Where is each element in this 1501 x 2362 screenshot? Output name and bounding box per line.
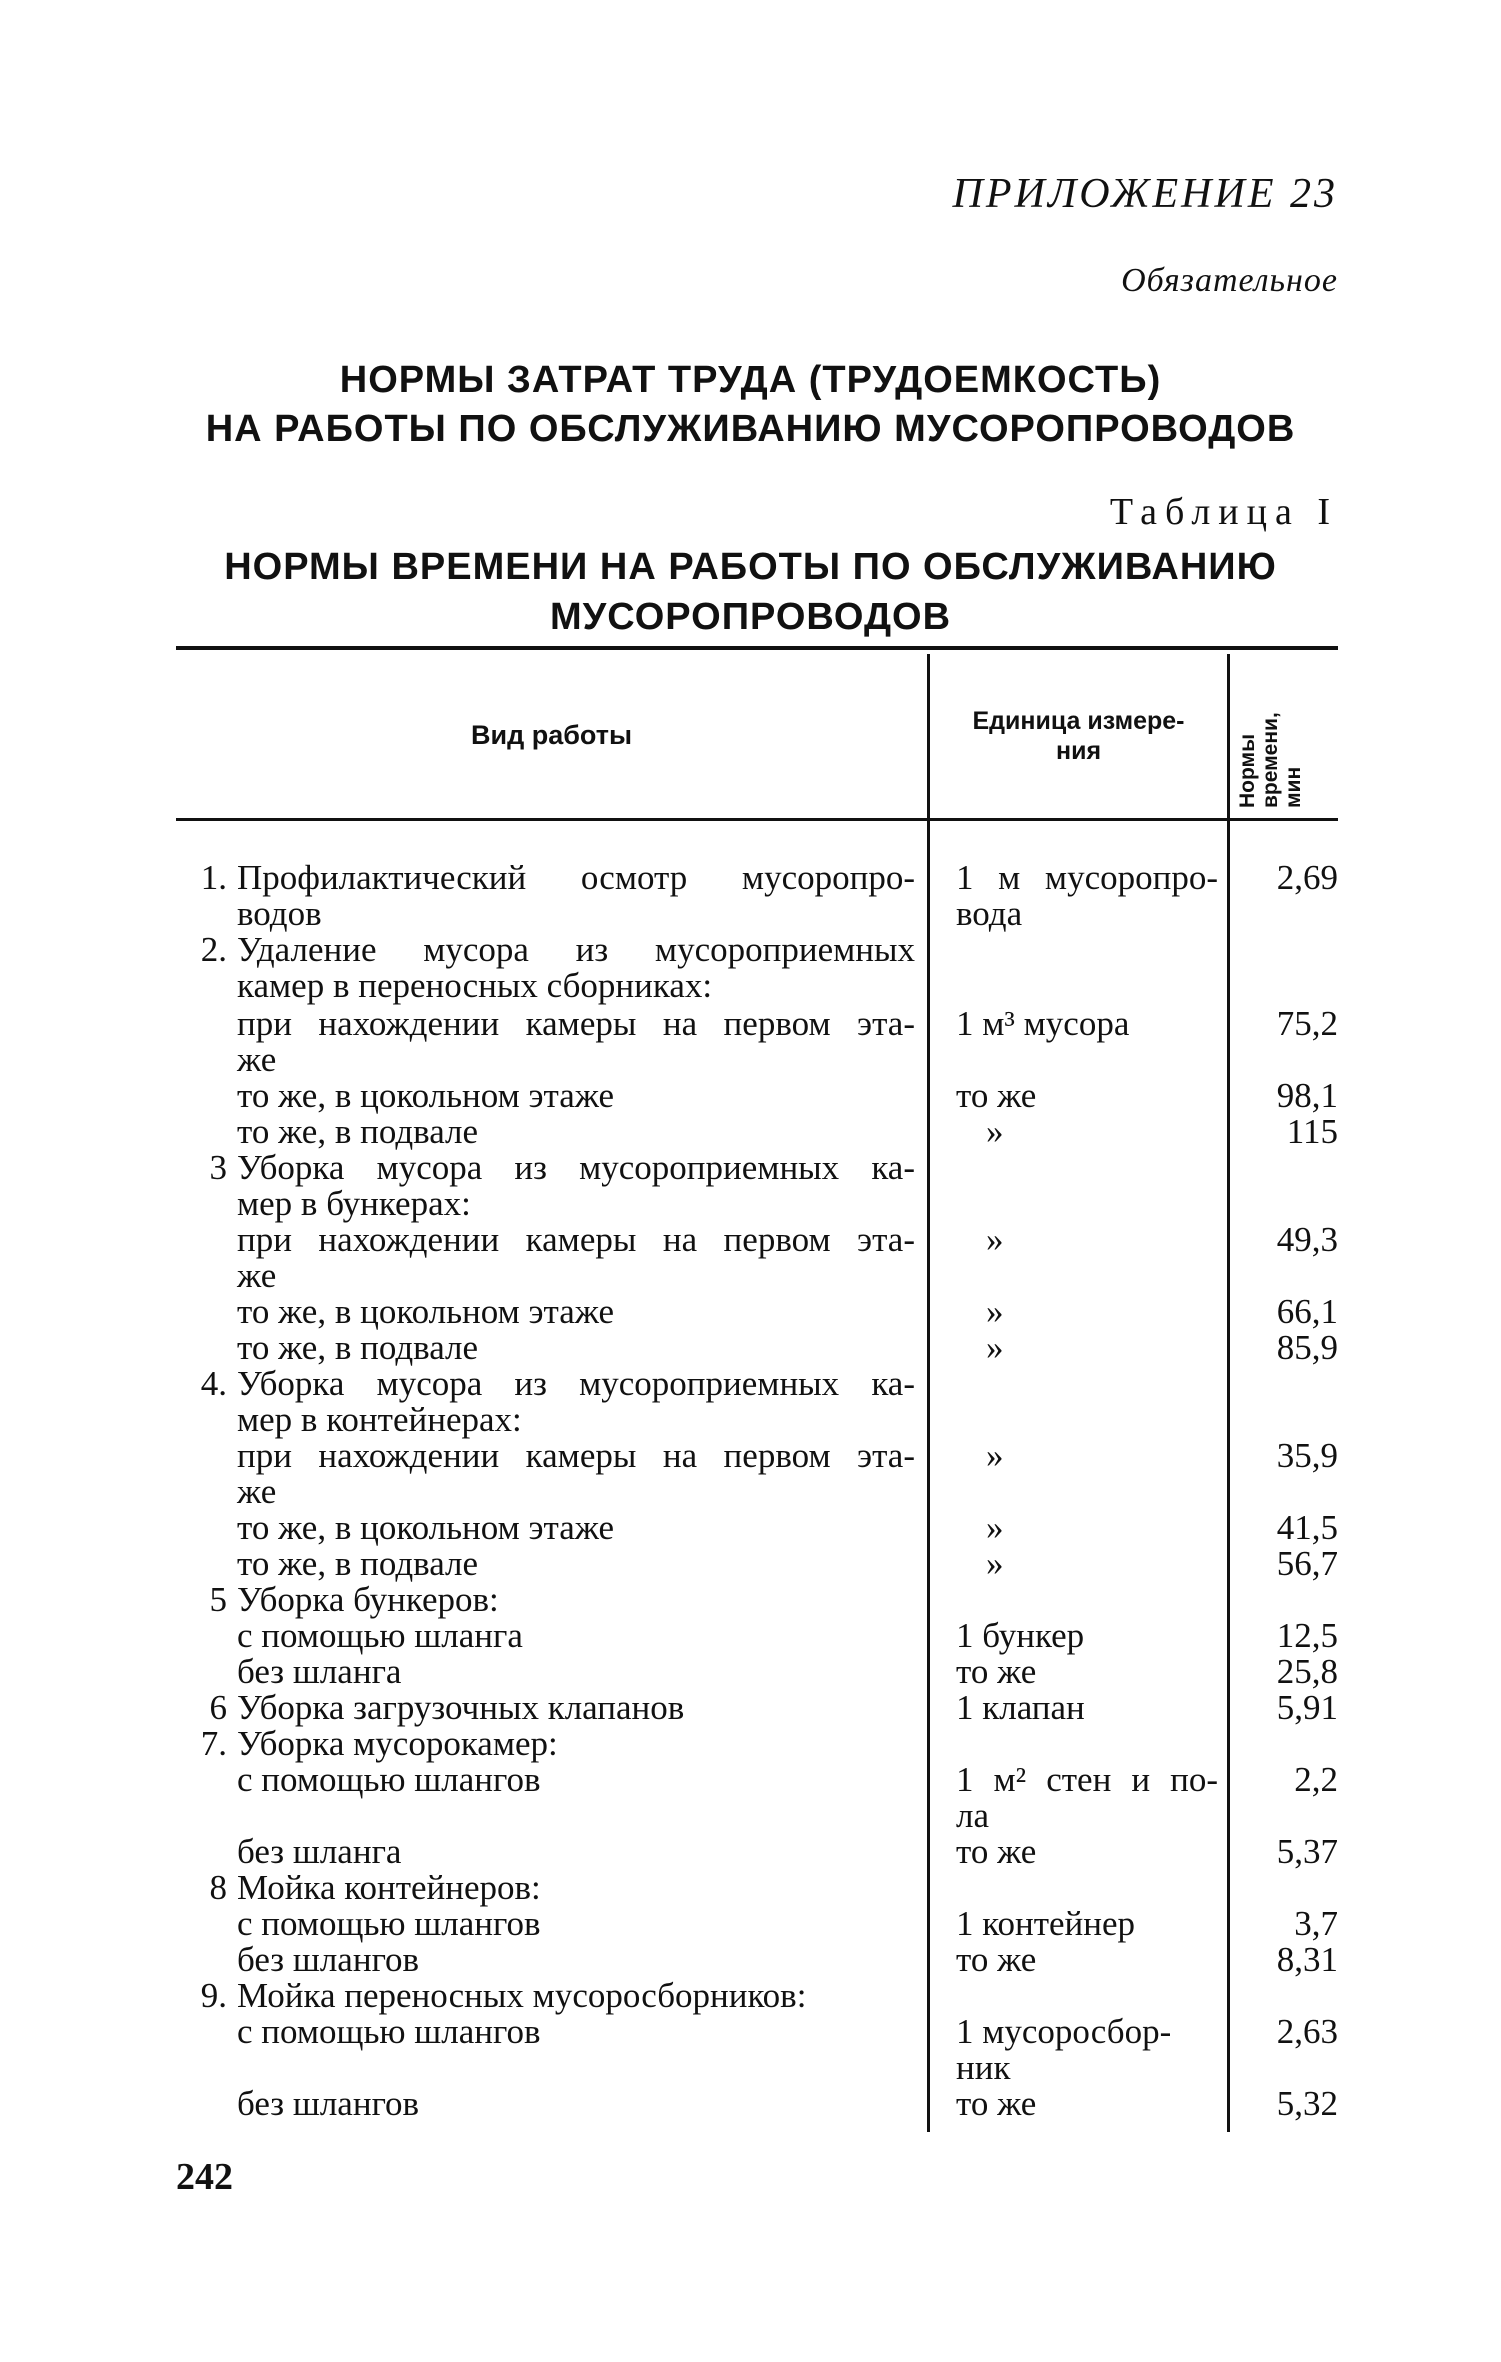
row-value: 12,5 (1276, 1616, 1338, 1655)
row-work: то же, в цокольном этаже (237, 1292, 615, 1331)
row-unit: » (986, 1328, 1004, 1367)
row-work: при нахождении камеры на первом эта- (237, 1004, 915, 1043)
row-value: 49,3 (1276, 1220, 1338, 1259)
table-top-rule (176, 646, 1338, 650)
row-value: 2,69 (1276, 858, 1338, 897)
row-unit: » (986, 1112, 1004, 1151)
row-unit: 1 клапан (956, 1688, 1085, 1727)
row-work: с помощью шлангов (237, 2012, 541, 2051)
row-work: Удаление мусора из мусороприемных (237, 930, 915, 969)
row-number: 3 (209, 1148, 227, 1187)
row-number: 9. (200, 1976, 227, 2015)
row-unit: 1 контейнер (956, 1904, 1136, 1943)
row-work: Уборка бункеров: (237, 1580, 499, 1619)
row-unit: ник (956, 2048, 1011, 2087)
appendix-label: ПРИЛОЖЕНИЕ 23 (952, 171, 1338, 217)
row-number: 1. (200, 858, 227, 897)
column-header-norm-line: времени, (1259, 712, 1282, 808)
row-unit: » (986, 1544, 1004, 1583)
row-work: камер в переносных сборниках: (237, 966, 713, 1005)
row-unit: то же (956, 1652, 1037, 1691)
column-header-unit-line: Единица измере- (972, 707, 1185, 735)
row-unit: то же (956, 2084, 1037, 2123)
row-number: 7. (200, 1724, 227, 1763)
row-value: 115 (1286, 1112, 1338, 1151)
column-header-unit-line: ния (1055, 737, 1102, 765)
table-title-line: НОРМЫ ВРЕМЕНИ НА РАБОТЫ ПО ОБСЛУЖИВАНИЮ (224, 546, 1277, 588)
row-number: 5 (209, 1580, 227, 1619)
table-header-rule (176, 818, 1338, 821)
column-header-work: Вид работы (470, 720, 633, 750)
row-work: Уборка загрузочных клапанов (237, 1688, 685, 1727)
row-number: 2. (200, 930, 227, 969)
row-work: Профилактический осмотр мусоропро- (237, 858, 915, 897)
row-unit: то же (956, 1940, 1037, 1979)
row-number: 4. (200, 1364, 227, 1403)
row-value: 56,7 (1276, 1544, 1338, 1583)
row-unit: 1 м мусоропро- (956, 858, 1218, 897)
row-work: же (237, 1472, 277, 1511)
row-unit: » (986, 1292, 1004, 1331)
row-work: при нахождении камеры на первом эта- (237, 1220, 915, 1259)
row-value: 98,1 (1276, 1076, 1338, 1115)
row-work: без шланга (237, 1832, 402, 1871)
row-work: же (237, 1040, 277, 1079)
row-work: Уборка мусорокамер: (237, 1724, 558, 1763)
row-value: 2,63 (1276, 2012, 1338, 2051)
column-header-norm-line: Нормы (1236, 733, 1259, 808)
page-title-line: НОРМЫ ЗАТРАТ ТРУДА (ТРУДОЕМКОСТЬ) (339, 359, 1162, 401)
row-work: то же, в цокольном этаже (237, 1508, 615, 1547)
row-work: же (237, 1256, 277, 1295)
row-value: 3,7 (1294, 1904, 1338, 1943)
row-value: 35,9 (1276, 1436, 1338, 1475)
row-work: то же, в подвале (237, 1544, 479, 1583)
row-value: 5,32 (1276, 2084, 1338, 2123)
row-work: мер в бункерах: (237, 1184, 471, 1223)
row-unit: » (986, 1508, 1004, 1547)
row-unit: то же (956, 1076, 1037, 1115)
row-value: 5,91 (1276, 1688, 1338, 1727)
row-work: с помощью шлангов (237, 1904, 541, 1943)
table-label: Таблица I (1109, 491, 1338, 533)
row-unit: 1 м³ мусора (956, 1004, 1130, 1043)
row-value: 41,5 (1276, 1508, 1338, 1547)
row-value: 25,8 (1276, 1652, 1338, 1691)
row-work: Мойка контейнеров: (237, 1868, 541, 1907)
row-work: Уборка мусора из мусороприемных ка- (237, 1364, 915, 1403)
row-unit: » (986, 1436, 1004, 1475)
row-work: при нахождении камеры на первом эта- (237, 1436, 915, 1475)
row-work: без шлангов (237, 2084, 420, 2123)
row-work: Уборка мусора из мусороприемных ка- (237, 1148, 915, 1187)
row-work: мер в контейнерах: (237, 1400, 522, 1439)
row-value: 2,2 (1294, 1760, 1338, 1799)
column-divider (1227, 654, 1230, 2132)
table-title (0, 542, 1501, 642)
page-number: 242 (176, 2156, 233, 2198)
row-value: 8,31 (1276, 1940, 1338, 1979)
column-header-unit (930, 706, 1227, 766)
row-number: 6 (209, 1688, 227, 1727)
row-value: 85,9 (1276, 1328, 1338, 1367)
row-work: водов (237, 894, 322, 933)
row-number: 8 (209, 1868, 227, 1907)
row-unit: 1 мусоросбор- (956, 2012, 1172, 2051)
row-work: без шланга (237, 1652, 402, 1691)
row-value: 75,2 (1276, 1004, 1338, 1043)
row-work: с помощью шлангов (237, 1760, 541, 1799)
page-title-line: НА РАБОТЫ ПО ОБСЛУЖИВАНИЮ МУСОРОПРОВОДОВ (205, 408, 1296, 450)
row-unit: то же (956, 1832, 1037, 1871)
row-work: то же, в цокольном этаже (237, 1076, 615, 1115)
mandatory-label: Обязательное (1121, 262, 1338, 299)
column-header-norm (1236, 648, 1305, 808)
row-work: то же, в подвале (237, 1112, 479, 1151)
row-value: 66,1 (1276, 1292, 1338, 1331)
row-work: то же, в подвале (237, 1328, 479, 1367)
row-work: без шлангов (237, 1940, 420, 1979)
page-title (0, 356, 1501, 454)
row-value: 5,37 (1276, 1832, 1338, 1871)
row-unit: » (986, 1220, 1004, 1259)
row-unit: вода (956, 894, 1023, 933)
table-title-line: МУСОРОПРОВОДОВ (549, 596, 952, 638)
row-work: с помощью шланга (237, 1616, 523, 1655)
row-unit: 1 бункер (956, 1616, 1085, 1655)
row-unit: ла (956, 1796, 990, 1835)
row-work: Мойка переносных мусоросборников: (237, 1976, 807, 2015)
column-header-norm-line: мин (1282, 766, 1305, 808)
column-divider (927, 654, 930, 2132)
row-unit: 1 м² стен и по- (956, 1760, 1218, 1799)
